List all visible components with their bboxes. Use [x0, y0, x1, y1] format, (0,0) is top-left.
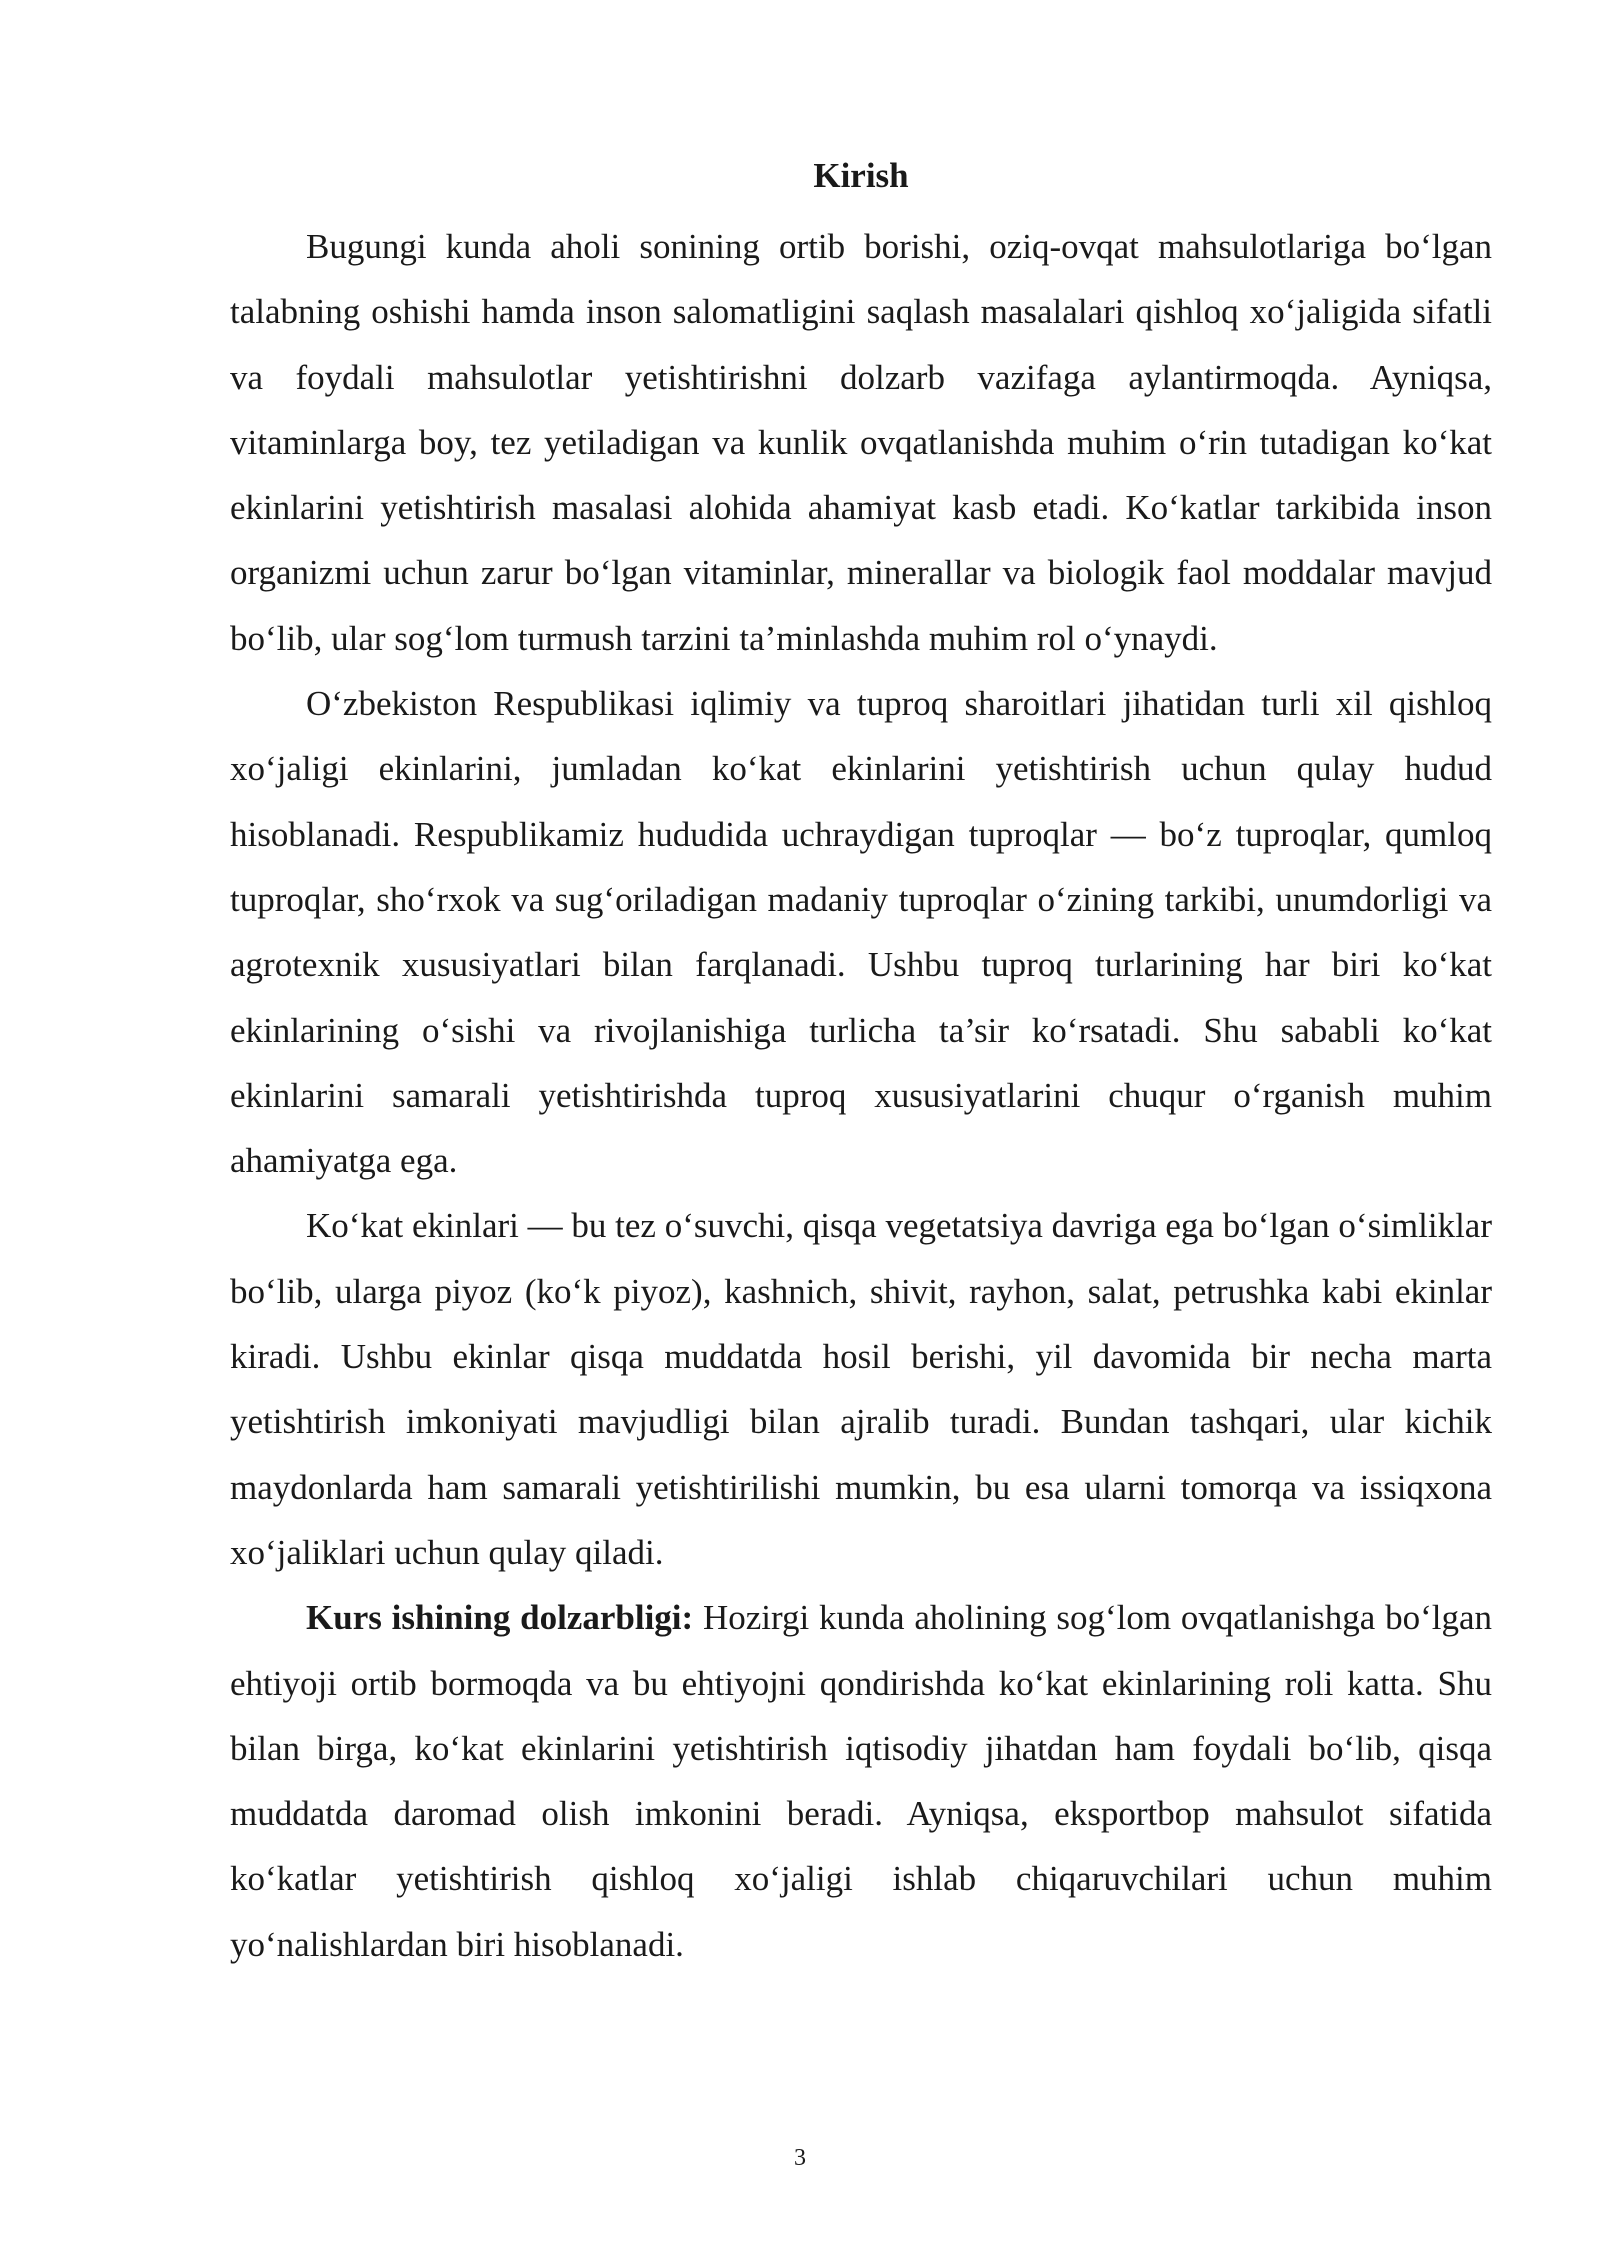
- paragraph-relevance: [230, 1585, 1492, 1977]
- paragraph-soils: [230, 671, 1492, 1193]
- paragraph-greens: [230, 1193, 1492, 1585]
- paragraph-text: O‘zbekiston Respublikasi iqlimiy va tuproq sharoitlari jihatidan turli xil qishloq xo‘jaligi ekinlarini, jumladan ko‘kat ekinlarini yetishtirish uchun qulay hudud hisoblanadi. Respublikamiz hududida uchraydigan tuproqlar — bo‘z tuproqlar, qumloq tuproqlar, sho‘rxok va sug‘oriladigan madaniy tuproqlar o‘zining tarkibi, unumdorligi va agrotexnik xususiyatlari bilan farqlanadi. Ushbu tuproq turlarining har biri ko‘kat ekinlarining o‘sishi va rivojlanishiga turlicha ta’sir ko‘rsatadi. Shu sababli ko‘kat ekinlarini samarali yetishtirishda tuproq xususiyatlarini chuqur o‘rganish muhim ahamiyatga ega.: [230, 684, 1492, 1181]
- paragraph-lead: Kurs ishining dolzarbligi:: [306, 1598, 694, 1638]
- paragraph-text: Ko‘kat ekinlari — bu tez o‘suvchi, qisqa vegetatsiya davriga ega bo‘lgan o‘simliklar bo‘lib, ularga piyoz (ko‘k piyoz), kashnich, shivit, rayhon, salat, petrushka kabi ekinlar kiradi. Ushbu ekinlar qisqa muddatda hosil berishi, yil davomida bir necha marta yetishtirish imkoniyati mavjudligi bilan ajralib turadi. Bundan tashqari, ular kichik maydonlarda ham samarali yetishtirilishi mumkin, bu esa ularni tomorqa va issiqxona xo‘jaliklari uchun qulay qiladi.: [230, 1206, 1492, 1572]
- document-page: [230, 150, 1492, 1977]
- section-title: Kirish: [813, 156, 909, 195]
- page-number: 3: [794, 2145, 806, 2171]
- paragraph-text: Bugungi kunda aholi sonining ortib borishi, oziq-ovqat mahsulotlariga bo‘lgan talabning oshishi hamda inson salomatligini saqlash masalalari qishloq xo‘jaligida sifatli va foydali mahsulotlar yetishtirishni dolzarb vazifaga aylantirmoqda. Ayniqsa, vitaminlarga boy, tez yetiladigan va kunlik ovqatlanishda muhim o‘rin tutadigan ko‘kat ekinlarini yetishtirish masalasi alohida ahamiyat kasb etadi. Ko‘katlar tarkibida inson organizmi uchun zarur bo‘lgan vitaminlar, minerallar va biologik faol moddalar mavjud bo‘lib, ular sog‘lom turmush tarzini ta’minlashda muhim rol o‘ynaydi.: [230, 227, 1492, 658]
- paragraph-text: Hozirgi kunda aholining sog‘lom ovqatlanishga bo‘lgan ehtiyoji ortib bormoqda va bu ehtiyojni qondirishda ko‘kat ekinlarining roli katta. Shu bilan birga, ko‘kat ekinlarini yetishtirish iqtisodiy jihatdan ham foydali bo‘lib, qisqa muddatda daromad olish imkonini beradi. Ayniqsa, eksportbop mahsulot sifatida ko‘katlar yetishtirish qishloq xo‘jaligi ishlab chiqaruvchilari uchun muhim yo‘nalishlardan biri hisoblanadi.: [230, 1598, 1492, 1964]
- paragraph-intro: [230, 214, 1492, 671]
